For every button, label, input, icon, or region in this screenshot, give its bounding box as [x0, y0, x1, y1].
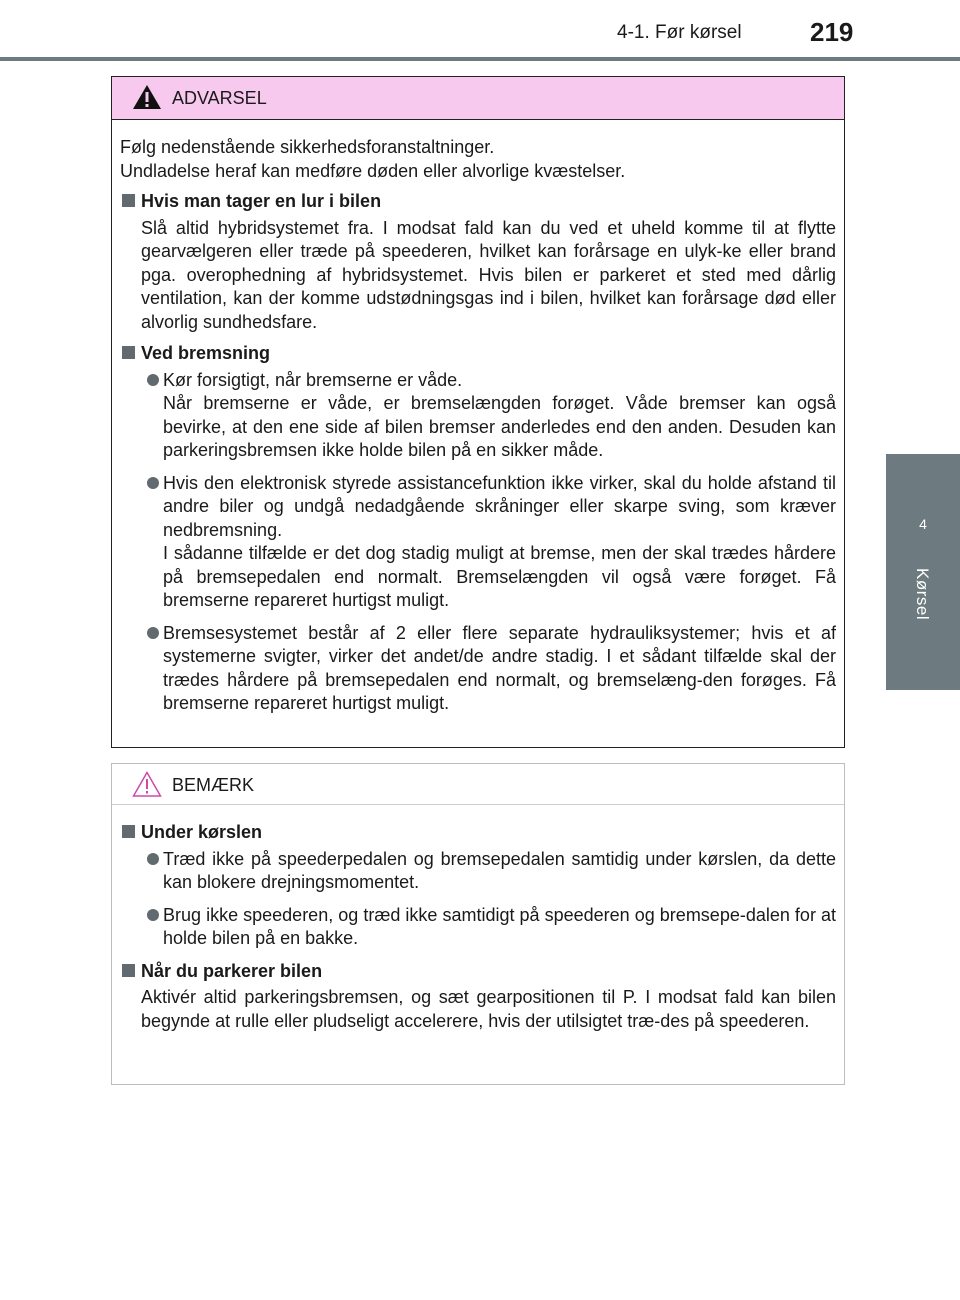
warning-intro [120, 136, 836, 183]
warning-title: ADVARSEL [172, 88, 267, 108]
round-bullet-icon [147, 853, 159, 865]
round-bullet-icon [147, 477, 159, 489]
square-bullet-icon [122, 964, 135, 977]
list-item-text: Brug ikke speederen, og træd ikke samtidigt på speederen og bremsepe-dalen for at holde bilen på en bakke. [163, 904, 836, 948]
section-paragraph: Slå altid hybridsystemet fra. I modsat fald kan du ved et uheld komme til at flytte gearvælgeren eller træde på speederen, hvilket kan forårsage en ulyk-ke eller brand pga. overophedning af hybridsystemet. Hvis bilen er parkeret et sted med dårlig ventilation, kan der komme udstødningsgas ind i bilen, hvilket kan forårsage død eller alvorlig sundhedsfare. [141, 217, 836, 332]
note-title: BEMÆRK [172, 775, 255, 795]
chapter-number: 4 [919, 516, 927, 532]
warning-triangle-icon [132, 84, 162, 110]
section-heading [120, 342, 836, 366]
square-bullet-icon [122, 346, 135, 359]
section-title: 4-1. Før kørsel [617, 22, 742, 43]
list-item [120, 848, 836, 895]
section-paragraph: Aktivér altid parkeringsbremsen, og sæt gearpositionen til P. I modsat fald kan bilen begynde at rulle eller pludseligt accelerere, hvis der utilsigtet træ-des på speederen. [141, 987, 836, 1031]
list-item-text: I sådanne tilfælde er det dog stadig muligt at bremse, men der skal trædes hårdere på bremsepedalen end normalt. Bremselængden vil også være forøget. Få bremserne repareret hurtigst muligt. [163, 543, 836, 610]
chapter-label: Kørsel [913, 568, 932, 621]
warning-box [111, 76, 845, 748]
caution-triangle-outline-icon [132, 771, 162, 797]
section-heading-text: Hvis man tager en lur i bilen [141, 191, 382, 211]
square-bullet-icon [122, 194, 135, 207]
chapter-side-tab [886, 454, 960, 690]
round-bullet-icon [147, 374, 159, 386]
list-item-text: Når bremserne er våde, er bremselængden forøget. Våde bremser kan også bevirke, at den ene side af bilen bremser anderledes end den anden. Desuden kan parkeringsbremsen ikke holde bilen på en sikker måde. [163, 393, 836, 460]
list-item [120, 369, 836, 463]
section-heading [120, 960, 836, 984]
intro-line: Følg nedenstående sikkerhedsforanstaltninger. [120, 137, 495, 157]
warning-header [112, 77, 844, 120]
list-item [120, 622, 836, 716]
note-body [112, 805, 844, 1033]
list-item [120, 472, 836, 613]
header-rule [0, 57, 960, 61]
section-heading-text: Når du parkerer bilen [141, 960, 323, 981]
round-bullet-icon [147, 627, 159, 639]
round-bullet-icon [147, 909, 159, 921]
list-item-text: Hvis den elektronisk styrede assistancefunktion ikke virker, skal du holde afstand til andre biler og undgå nedadgående skråninger eller skarpe sving, som kræver nedbremsning. [163, 472, 836, 540]
list-item-text: Bremsesystemet består af 2 eller flere separate hydrauliksystemer; hvis et af systemerne svigter, virker det andet/de andre stadig. I et sådant tilfælde skal der trædes hårdere på bremsepedalen end normalt, og bremselæng-den forøges. Få bremserne repareret hurtigst muligt. [163, 622, 836, 713]
square-bullet-icon [122, 825, 135, 838]
list-item-text: Træd ikke på speederpedalen og bremsepedalen samtidig under kørslen, da dette kan blokere drejningsmomentet. [163, 848, 836, 892]
warning-body [112, 120, 844, 716]
note-header [112, 764, 844, 805]
note-box [111, 763, 845, 1085]
list-item-text: Kør forsigtigt, når bremserne er våde. [163, 369, 463, 390]
section-heading [120, 190, 836, 214]
section-heading [120, 821, 836, 845]
section-heading-text: Ved bremsning [141, 343, 271, 363]
section-heading-text: Under kørslen [141, 822, 263, 842]
page-number: 219 [810, 17, 854, 47]
list-item [120, 904, 836, 951]
intro-line: Undladelse heraf kan medføre døden eller alvorlige kvæstelser. [120, 160, 626, 181]
